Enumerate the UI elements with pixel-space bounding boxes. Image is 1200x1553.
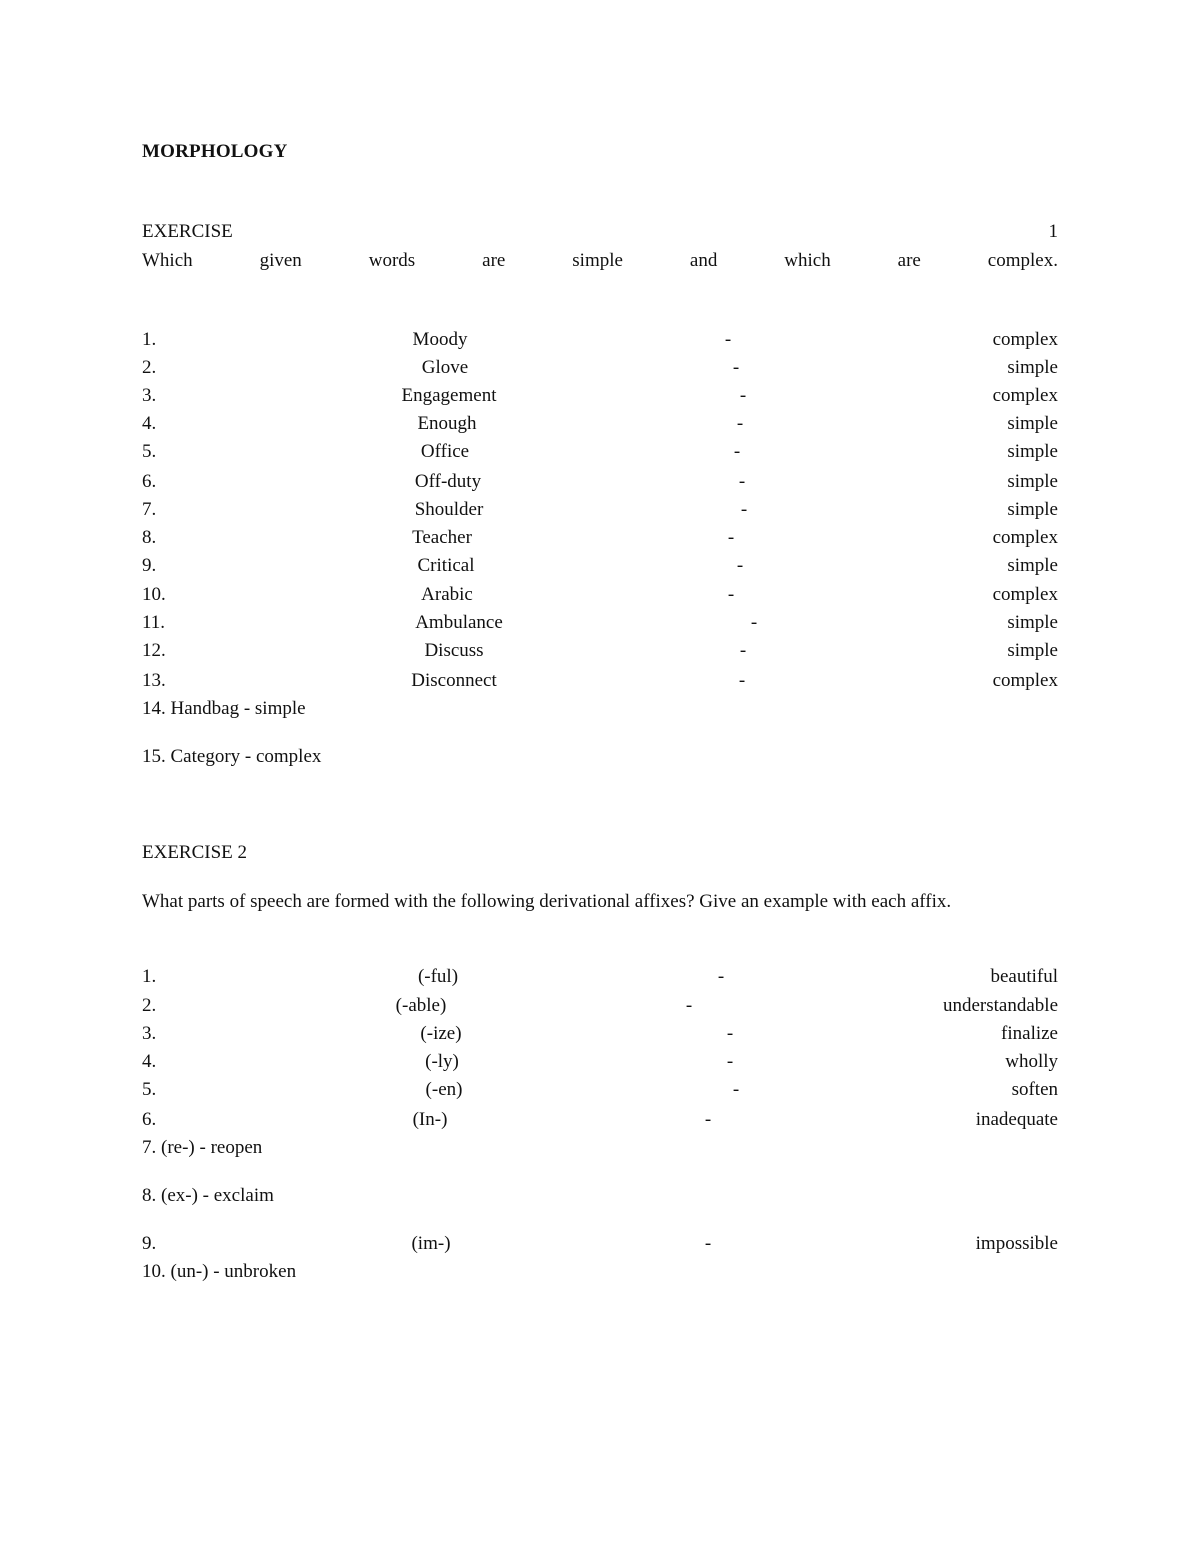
row-word: Moody (412, 329, 468, 350)
exercise1-row (142, 329, 1058, 353)
exercise1-row (142, 612, 1058, 636)
row-answer: wholly (1005, 1051, 1058, 1072)
row-word: Off-duty (414, 471, 482, 492)
exercise1-row (142, 357, 1058, 381)
row-number: 6. (142, 1109, 157, 1130)
row-dash: - (704, 1109, 712, 1130)
row-number: 2. (142, 357, 157, 378)
exercise2-row (142, 1109, 1058, 1133)
exercise2-row (142, 995, 1058, 1019)
row-number: 7. (142, 499, 157, 520)
row-dash: - (732, 357, 740, 378)
exercise1-row (142, 670, 1058, 694)
row-answer: understandable (942, 995, 1058, 1016)
exercise1-row (142, 471, 1058, 495)
row-number: 11. (142, 612, 166, 633)
row-answer: simple (1007, 499, 1058, 520)
instruction-word: and (689, 250, 718, 271)
row-answer: complex (992, 584, 1058, 605)
row-answer: simple (1007, 441, 1058, 462)
row-number: 3. (142, 385, 157, 406)
row-answer: complex (992, 527, 1058, 548)
row-number: 4. (142, 1051, 157, 1072)
row-word: Glove (421, 357, 469, 378)
exercise1-heading-number: 1 (1048, 221, 1058, 242)
row-number: 3. (142, 1023, 157, 1044)
row-dash: - (724, 329, 732, 350)
exercise1-heading (142, 221, 1058, 245)
row-dash: - (727, 527, 735, 548)
row-dash: - (739, 385, 747, 406)
row-dash: - (733, 441, 741, 462)
row-dash: - (732, 1079, 740, 1100)
row-number: 4. (142, 413, 157, 434)
row-answer: impossible (975, 1233, 1058, 1254)
row-affix: (-ly) (425, 1051, 459, 1072)
row-number: 1. (142, 966, 157, 987)
row-affix: (-en) (425, 1079, 463, 1100)
row-answer: inadequate (975, 1109, 1058, 1130)
row-number: 1. (142, 329, 157, 350)
exercise1-row (142, 385, 1058, 409)
row-number: 12. (142, 640, 166, 661)
exercise1-item-15: 15. Category - complex (142, 746, 322, 767)
row-answer: simple (1007, 640, 1058, 661)
row-number: 10. (142, 584, 166, 605)
instruction-word: are (897, 250, 921, 271)
row-word: Shoulder (414, 499, 484, 520)
row-word: Critical (417, 555, 475, 576)
instruction-word: given (259, 250, 302, 271)
row-word: Engagement (401, 385, 497, 406)
row-answer: complex (992, 385, 1058, 406)
row-number: 5. (142, 1079, 157, 1100)
row-dash: - (726, 1051, 734, 1072)
exercise2-row (142, 1233, 1058, 1257)
row-answer: complex (992, 670, 1058, 691)
instruction-word: words (368, 250, 416, 271)
row-dash: - (717, 966, 725, 987)
instruction-word: are (482, 250, 506, 271)
exercise2-heading: EXERCISE 2 (142, 842, 248, 863)
exercise2-item-10: 10. (un-) - unbroken (142, 1261, 297, 1282)
row-dash: - (736, 413, 744, 434)
row-dash: - (726, 1023, 734, 1044)
exercise2-row (142, 1023, 1058, 1047)
instruction-word: simple (572, 250, 623, 271)
row-word: Teacher (412, 527, 472, 548)
row-number: 6. (142, 471, 157, 492)
exercise1-instruction (142, 250, 1058, 272)
exercise1-row (142, 555, 1058, 579)
row-dash: - (727, 584, 735, 605)
row-word: Arabic (421, 584, 473, 605)
exercise2-row (142, 1079, 1058, 1103)
row-number: 9. (142, 1233, 157, 1254)
exercise1-row (142, 413, 1058, 437)
row-affix: (-able) (395, 995, 447, 1016)
row-dash: - (740, 499, 748, 520)
row-dash: - (738, 471, 746, 492)
row-answer: simple (1007, 357, 1058, 378)
row-number: 9. (142, 555, 157, 576)
exercise1-row (142, 527, 1058, 551)
row-affix: (im-) (411, 1233, 451, 1254)
exercise2-item-8: 8. (ex-) - exclaim (142, 1185, 274, 1206)
row-affix: (-ful) (417, 966, 459, 987)
row-word: Disconnect (411, 670, 497, 691)
row-answer: finalize (1001, 1023, 1058, 1044)
instruction-word: Which (142, 250, 193, 271)
row-word: Ambulance (415, 612, 503, 633)
exercise2-row (142, 1051, 1058, 1075)
row-word: Enough (417, 413, 477, 434)
row-number: 8. (142, 527, 157, 548)
exercise1-heading-label: EXERCISE (142, 221, 233, 242)
exercise1-row (142, 441, 1058, 465)
row-dash: - (736, 555, 744, 576)
instruction-word: which (784, 250, 831, 271)
exercise2-row (142, 966, 1058, 990)
row-answer: simple (1007, 413, 1058, 434)
exercise2-item-7: 7. (re-) - reopen (142, 1137, 263, 1158)
row-answer: simple (1007, 612, 1058, 633)
row-dash: - (739, 640, 747, 661)
row-answer: beautiful (990, 966, 1058, 987)
row-dash: - (750, 612, 758, 633)
exercise1-row (142, 499, 1058, 523)
row-number: 13. (142, 670, 166, 691)
row-answer: soften (1011, 1079, 1058, 1100)
row-number: 5. (142, 441, 157, 462)
exercise2-instruction: What parts of speech are formed with the following derivational affixes? Give an example with each affix. (142, 891, 952, 912)
row-number: 2. (142, 995, 157, 1016)
page-title: MORPHOLOGY (142, 141, 288, 162)
row-answer: simple (1007, 471, 1058, 492)
exercise1-row (142, 640, 1058, 664)
row-answer: complex (992, 329, 1058, 350)
row-answer: simple (1007, 555, 1058, 576)
row-dash: - (685, 995, 693, 1016)
row-dash: - (738, 670, 746, 691)
exercise1-row (142, 584, 1058, 608)
row-affix: (In-) (412, 1109, 448, 1130)
row-affix: (-ize) (420, 1023, 462, 1044)
instruction-word: complex. (987, 250, 1058, 271)
row-word: Discuss (424, 640, 484, 661)
row-dash: - (704, 1233, 712, 1254)
row-word: Office (420, 441, 470, 462)
exercise1-item-14: 14. Handbag - simple (142, 698, 306, 719)
